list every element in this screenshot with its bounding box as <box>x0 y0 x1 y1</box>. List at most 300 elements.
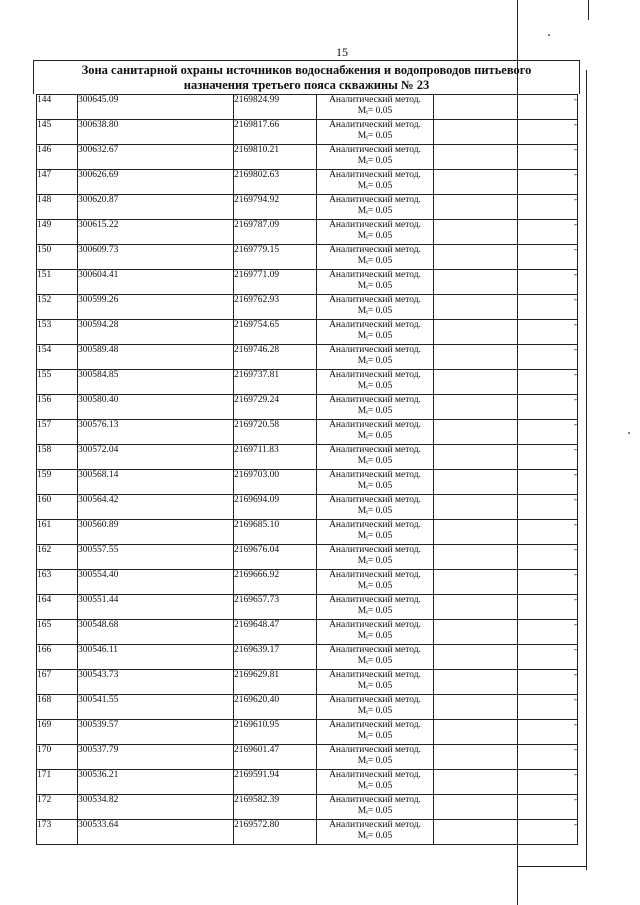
coordinate-y: 2169591.94 <box>234 770 317 795</box>
point-number: 173 <box>37 820 78 845</box>
method-text: Аналитический метод. <box>329 95 421 105</box>
table-row <box>37 795 578 820</box>
table-row <box>37 170 578 195</box>
accuracy-value: = 0.05 <box>367 481 393 491</box>
coordinate-y: 2169746.28 <box>234 345 317 370</box>
point-number: 151 <box>37 270 78 295</box>
method-cell <box>317 345 434 370</box>
method-text: Аналитический метод. <box>329 595 421 605</box>
method-cell <box>317 170 434 195</box>
description-cell: - <box>434 195 578 220</box>
coordinate-x: 300560.89 <box>78 520 234 545</box>
description-cell: - <box>434 445 578 470</box>
method-text: Аналитический метод. <box>329 220 421 230</box>
description-cell: - <box>434 120 578 145</box>
table-row <box>37 570 578 595</box>
point-number: 170 <box>37 745 78 770</box>
coordinate-x: 300534.82 <box>78 795 234 820</box>
accuracy-value: = 0.05 <box>367 431 393 441</box>
accuracy-symbol: M <box>357 281 367 291</box>
method-cell <box>317 370 434 395</box>
point-number: 146 <box>37 145 78 170</box>
accuracy-value: = 0.05 <box>367 631 393 641</box>
accuracy-value: = 0.05 <box>367 506 393 516</box>
accuracy-symbol: M <box>357 131 367 141</box>
method-text: Аналитический метод. <box>329 120 421 130</box>
accuracy-subscript: t <box>366 785 368 791</box>
point-number: 164 <box>37 595 78 620</box>
accuracy-text <box>317 106 433 119</box>
accuracy-symbol: M <box>357 706 367 716</box>
description-cell: - <box>434 145 578 170</box>
accuracy-symbol: M <box>357 406 367 416</box>
accuracy-text <box>317 231 433 244</box>
coordinate-y: 2169601.47 <box>234 745 317 770</box>
accuracy-value: = 0.05 <box>367 531 393 541</box>
accuracy-subscript: t <box>366 260 368 266</box>
table-row <box>37 820 578 845</box>
accuracy-symbol: M <box>357 106 367 116</box>
accuracy-subscript: t <box>366 610 368 616</box>
accuracy-text <box>317 381 433 394</box>
accuracy-symbol: M <box>357 456 367 466</box>
title-line-1: Зона санитарной охраны источников водоснабжения и водопроводов питьевого <box>81 63 532 77</box>
method-text: Аналитический метод. <box>329 820 421 830</box>
description-cell: - <box>434 220 578 245</box>
coordinate-y: 2169737.81 <box>234 370 317 395</box>
coordinate-y: 2169657.73 <box>234 595 317 620</box>
accuracy-text <box>317 681 433 694</box>
point-number: 167 <box>37 670 78 695</box>
method-text: Аналитический метод. <box>329 470 421 480</box>
accuracy-value: = 0.05 <box>367 831 393 841</box>
coordinate-y: 2169754.65 <box>234 320 317 345</box>
coordinate-y: 2169639.17 <box>234 645 317 670</box>
coordinate-x: 300551.44 <box>78 595 234 620</box>
method-cell <box>317 745 434 770</box>
point-number: 161 <box>37 520 78 545</box>
method-text: Аналитический метод. <box>329 420 421 430</box>
coordinate-y: 2169729.24 <box>234 395 317 420</box>
coordinate-x: 300548.68 <box>78 620 234 645</box>
method-cell <box>317 295 434 320</box>
accuracy-value: = 0.05 <box>367 281 393 291</box>
coordinate-x: 300626.69 <box>78 170 234 195</box>
table-row <box>37 195 578 220</box>
table-row <box>37 720 578 745</box>
coordinate-x: 300580.40 <box>78 395 234 420</box>
method-cell <box>317 495 434 520</box>
method-text: Аналитический метод. <box>329 570 421 580</box>
description-cell: - <box>434 795 578 820</box>
point-number: 154 <box>37 345 78 370</box>
description-cell: - <box>434 495 578 520</box>
table-row <box>37 220 578 245</box>
scan-speck <box>628 432 630 434</box>
accuracy-text <box>317 556 433 569</box>
method-cell <box>317 670 434 695</box>
method-cell <box>317 145 434 170</box>
method-text: Аналитический метод. <box>329 745 421 755</box>
accuracy-value: = 0.05 <box>367 331 393 341</box>
coordinate-y: 2169802.63 <box>234 170 317 195</box>
point-number: 153 <box>37 320 78 345</box>
table-row <box>37 670 578 695</box>
accuracy-text <box>317 806 433 819</box>
coordinate-y: 2169779.15 <box>234 245 317 270</box>
point-number: 158 <box>37 445 78 470</box>
accuracy-value: = 0.05 <box>367 706 393 716</box>
method-cell <box>317 645 434 670</box>
accuracy-subscript: t <box>366 310 368 316</box>
method-cell <box>317 545 434 570</box>
accuracy-symbol: M <box>357 256 367 266</box>
table-row <box>37 495 578 520</box>
description-cell: - <box>434 170 578 195</box>
method-cell <box>317 120 434 145</box>
accuracy-subscript: t <box>366 285 368 291</box>
method-text: Аналитический метод. <box>329 295 421 305</box>
table-row <box>37 745 578 770</box>
coordinate-x: 300543.73 <box>78 670 234 695</box>
coordinates-table <box>36 94 578 845</box>
description-cell: - <box>434 820 578 845</box>
accuracy-subscript: t <box>366 360 368 366</box>
method-text: Аналитический метод. <box>329 170 421 180</box>
method-cell <box>317 245 434 270</box>
coordinate-x: 300541.55 <box>78 695 234 720</box>
table-row <box>37 770 578 795</box>
accuracy-symbol: M <box>357 431 367 441</box>
coordinate-x: 300615.22 <box>78 220 234 245</box>
accuracy-symbol: M <box>357 606 367 616</box>
point-number: 168 <box>37 695 78 720</box>
point-number: 162 <box>37 545 78 570</box>
accuracy-subscript: t <box>366 185 368 191</box>
accuracy-subscript: t <box>366 110 368 116</box>
accuracy-subscript: t <box>366 410 368 416</box>
point-number: 150 <box>37 245 78 270</box>
accuracy-subscript: t <box>366 335 368 341</box>
far-right-margin-line <box>588 0 589 20</box>
accuracy-text <box>317 531 433 544</box>
description-cell: - <box>434 670 578 695</box>
coordinate-x: 300609.73 <box>78 245 234 270</box>
accuracy-text <box>317 781 433 794</box>
method-text: Аналитический метод. <box>329 320 421 330</box>
method-text: Аналитический метод. <box>329 145 421 155</box>
point-number: 159 <box>37 470 78 495</box>
accuracy-value: = 0.05 <box>367 381 393 391</box>
coordinate-y: 2169610.95 <box>234 720 317 745</box>
method-text: Аналитический метод. <box>329 620 421 630</box>
accuracy-text <box>317 331 433 344</box>
page-number: 15 <box>336 45 348 59</box>
method-cell <box>317 470 434 495</box>
accuracy-value: = 0.05 <box>367 406 393 416</box>
method-cell <box>317 445 434 470</box>
coordinate-x: 300645.09 <box>78 95 234 120</box>
accuracy-subscript: t <box>366 210 368 216</box>
method-cell <box>317 420 434 445</box>
accuracy-value: = 0.05 <box>367 556 393 566</box>
description-cell: - <box>434 95 578 120</box>
description-cell: - <box>434 470 578 495</box>
accuracy-text <box>317 306 433 319</box>
description-cell: - <box>434 695 578 720</box>
coordinate-y: 2169720.58 <box>234 420 317 445</box>
coordinate-y: 2169648.47 <box>234 620 317 645</box>
description-cell: - <box>434 245 578 270</box>
accuracy-subscript: t <box>366 535 368 541</box>
description-cell: - <box>434 770 578 795</box>
accuracy-text <box>317 831 433 844</box>
coordinate-x: 300576.13 <box>78 420 234 445</box>
table-row <box>37 695 578 720</box>
coordinate-x: 300589.48 <box>78 345 234 370</box>
point-number: 160 <box>37 495 78 520</box>
method-cell <box>317 770 434 795</box>
document-title <box>33 60 580 94</box>
table-row <box>37 270 578 295</box>
accuracy-text <box>317 431 433 444</box>
accuracy-subscript: t <box>366 810 368 816</box>
table-row <box>37 295 578 320</box>
accuracy-value: = 0.05 <box>367 781 393 791</box>
description-cell: - <box>434 745 578 770</box>
description-cell: - <box>434 545 578 570</box>
coordinate-x: 300572.04 <box>78 445 234 470</box>
coordinate-y: 2169685.10 <box>234 520 317 545</box>
coordinates-table-body <box>37 95 578 845</box>
coordinate-y: 2169694.09 <box>234 495 317 520</box>
accuracy-value: = 0.05 <box>367 106 393 116</box>
table-row <box>37 520 578 545</box>
accuracy-value: = 0.05 <box>367 681 393 691</box>
coordinate-y: 2169810.21 <box>234 145 317 170</box>
description-cell: - <box>434 570 578 595</box>
accuracy-symbol: M <box>357 506 367 516</box>
coordinate-y: 2169582.39 <box>234 795 317 820</box>
accuracy-text <box>317 181 433 194</box>
method-cell <box>317 395 434 420</box>
accuracy-text <box>317 281 433 294</box>
method-cell <box>317 695 434 720</box>
method-cell <box>317 95 434 120</box>
accuracy-text <box>317 756 433 769</box>
accuracy-symbol: M <box>357 181 367 191</box>
accuracy-value: = 0.05 <box>367 256 393 266</box>
accuracy-subscript: t <box>366 510 368 516</box>
coordinate-y: 2169762.93 <box>234 295 317 320</box>
accuracy-text <box>317 481 433 494</box>
point-number: 163 <box>37 570 78 595</box>
method-text: Аналитический метод. <box>329 645 421 655</box>
accuracy-subscript: t <box>366 135 368 141</box>
point-number: 166 <box>37 645 78 670</box>
accuracy-symbol: M <box>357 656 367 666</box>
method-text: Аналитический метод. <box>329 345 421 355</box>
accuracy-subscript: t <box>366 585 368 591</box>
method-cell <box>317 570 434 595</box>
method-cell <box>317 620 434 645</box>
accuracy-text <box>317 581 433 594</box>
accuracy-text <box>317 631 433 644</box>
method-text: Аналитический метод. <box>329 520 421 530</box>
coordinate-y: 2169572.80 <box>234 820 317 845</box>
coordinate-x: 300632.67 <box>78 145 234 170</box>
coordinate-x: 300536.21 <box>78 770 234 795</box>
description-cell: - <box>434 320 578 345</box>
point-number: 169 <box>37 720 78 745</box>
accuracy-symbol: M <box>357 731 367 741</box>
method-cell <box>317 320 434 345</box>
accuracy-subscript: t <box>366 735 368 741</box>
method-text: Аналитический метод. <box>329 370 421 380</box>
method-text: Аналитический метод. <box>329 195 421 205</box>
accuracy-symbol: M <box>357 381 367 391</box>
accuracy-subscript: t <box>366 660 368 666</box>
point-number: 157 <box>37 420 78 445</box>
accuracy-text <box>317 656 433 669</box>
point-number: 155 <box>37 370 78 395</box>
accuracy-text <box>317 406 433 419</box>
accuracy-value: = 0.05 <box>367 756 393 766</box>
table-row <box>37 120 578 145</box>
accuracy-subscript: t <box>366 485 368 491</box>
method-cell <box>317 595 434 620</box>
accuracy-value: = 0.05 <box>367 356 393 366</box>
accuracy-value: = 0.05 <box>367 131 393 141</box>
coordinate-y: 2169711.83 <box>234 445 317 470</box>
accuracy-symbol: M <box>357 531 367 541</box>
accuracy-value: = 0.05 <box>367 306 393 316</box>
point-number: 156 <box>37 395 78 420</box>
table-row <box>37 320 578 345</box>
accuracy-value: = 0.05 <box>367 806 393 816</box>
point-number: 144 <box>37 95 78 120</box>
table-row <box>37 445 578 470</box>
accuracy-symbol: M <box>357 756 367 766</box>
method-text: Аналитический метод. <box>329 270 421 280</box>
table-row <box>37 595 578 620</box>
accuracy-value: = 0.05 <box>367 456 393 466</box>
accuracy-subscript: t <box>366 435 368 441</box>
description-cell: - <box>434 395 578 420</box>
description-cell: - <box>434 295 578 320</box>
coordinate-x: 300564.42 <box>78 495 234 520</box>
accuracy-subscript: t <box>366 710 368 716</box>
coordinate-x: 300584.85 <box>78 370 234 395</box>
coordinate-x: 300620.87 <box>78 195 234 220</box>
coordinate-y: 2169787.09 <box>234 220 317 245</box>
far-right-margin-line-lower <box>586 70 587 870</box>
table-row <box>37 545 578 570</box>
method-text: Аналитический метод. <box>329 695 421 705</box>
description-cell: - <box>434 345 578 370</box>
point-number: 152 <box>37 295 78 320</box>
accuracy-symbol: M <box>357 781 367 791</box>
accuracy-symbol: M <box>357 581 367 591</box>
bottom-margin-line <box>517 866 587 867</box>
accuracy-text <box>317 356 433 369</box>
coordinate-x: 300539.57 <box>78 720 234 745</box>
method-text: Аналитический метод. <box>329 545 421 555</box>
accuracy-subscript: t <box>366 835 368 841</box>
table-row <box>37 95 578 120</box>
method-text: Аналитический метод. <box>329 445 421 455</box>
coordinate-y: 2169771.09 <box>234 270 317 295</box>
accuracy-text <box>317 706 433 719</box>
table-row <box>37 620 578 645</box>
method-text: Аналитический метод. <box>329 495 421 505</box>
coordinate-y: 2169629.81 <box>234 670 317 695</box>
table-row <box>37 370 578 395</box>
accuracy-symbol: M <box>357 806 367 816</box>
accuracy-subscript: t <box>366 385 368 391</box>
method-text: Аналитический метод. <box>329 670 421 680</box>
coordinate-x: 300557.55 <box>78 545 234 570</box>
coordinate-y: 2169817.66 <box>234 120 317 145</box>
coordinate-x: 300599.26 <box>78 295 234 320</box>
point-number: 148 <box>37 195 78 220</box>
method-cell <box>317 795 434 820</box>
method-cell <box>317 520 434 545</box>
point-number: 165 <box>37 620 78 645</box>
coordinate-x: 300604.41 <box>78 270 234 295</box>
point-number: 172 <box>37 795 78 820</box>
accuracy-subscript: t <box>366 560 368 566</box>
accuracy-symbol: M <box>357 206 367 216</box>
description-cell: - <box>434 270 578 295</box>
accuracy-subscript: t <box>366 160 368 166</box>
accuracy-symbol: M <box>357 681 367 691</box>
method-text: Аналитический метод. <box>329 395 421 405</box>
accuracy-value: = 0.05 <box>367 731 393 741</box>
table-row <box>37 395 578 420</box>
table-row <box>37 245 578 270</box>
method-cell <box>317 270 434 295</box>
accuracy-symbol: M <box>357 356 367 366</box>
table-row <box>37 345 578 370</box>
coordinate-x: 300594.28 <box>78 320 234 345</box>
coordinate-y: 2169703.00 <box>234 470 317 495</box>
point-number: 171 <box>37 770 78 795</box>
accuracy-subscript: t <box>366 635 368 641</box>
accuracy-value: = 0.05 <box>367 656 393 666</box>
description-cell: - <box>434 720 578 745</box>
accuracy-symbol: M <box>357 556 367 566</box>
accuracy-subscript: t <box>366 460 368 466</box>
accuracy-text <box>317 131 433 144</box>
accuracy-symbol: M <box>357 231 367 241</box>
coordinate-x: 300546.11 <box>78 645 234 670</box>
method-cell <box>317 220 434 245</box>
accuracy-symbol: M <box>357 631 367 641</box>
point-number: 149 <box>37 220 78 245</box>
accuracy-subscript: t <box>366 685 368 691</box>
coordinate-x: 300568.14 <box>78 470 234 495</box>
description-cell: - <box>434 520 578 545</box>
description-cell: - <box>434 645 578 670</box>
accuracy-symbol: M <box>357 306 367 316</box>
description-cell: - <box>434 620 578 645</box>
accuracy-symbol: M <box>357 156 367 166</box>
method-cell <box>317 195 434 220</box>
method-cell <box>317 720 434 745</box>
accuracy-subscript: t <box>366 235 368 241</box>
accuracy-text <box>317 506 433 519</box>
